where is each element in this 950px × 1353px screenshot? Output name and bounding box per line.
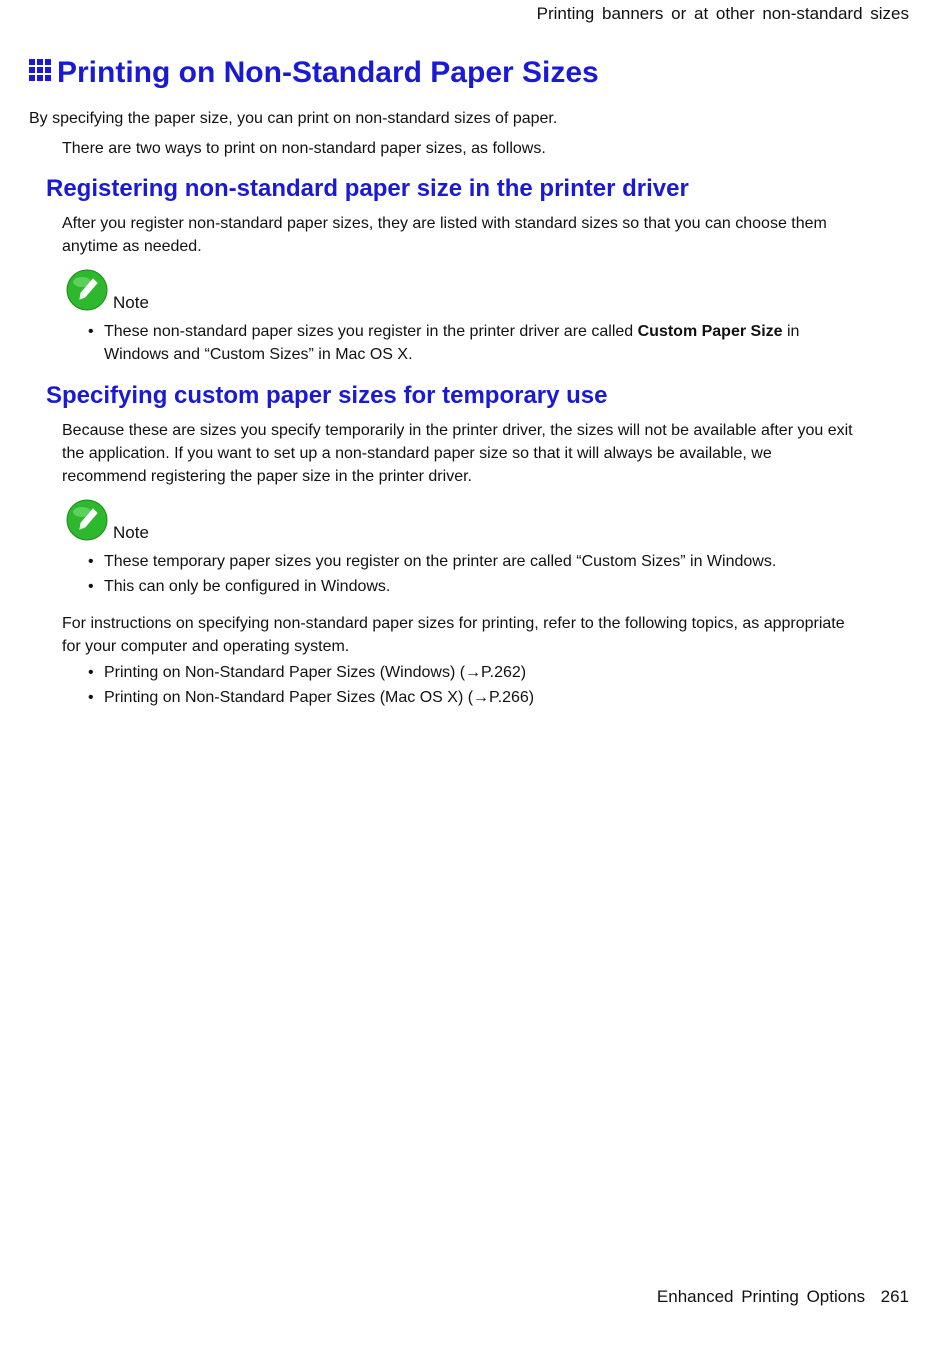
note-label: Note	[113, 523, 149, 542]
note-label: Note	[113, 293, 149, 312]
running-header: Printing banners or at other non-standard sizes	[536, 4, 909, 23]
list-item	[86, 320, 866, 366]
note-box-2	[66, 499, 196, 543]
note-text: in Windows and “Custom Sizes” in Mac OS X.	[104, 323, 800, 363]
page-title-text: Printing on Non-Standard Paper Sizes	[57, 56, 599, 89]
grid-icon	[29, 59, 51, 81]
intro-paragraph: By specifying the paper size, you can print on non-standard sizes of paper.	[29, 110, 558, 127]
running-footer	[657, 1287, 909, 1307]
section-heading-registering: Registering non-standard paper size in the printer driver	[46, 175, 689, 202]
page-number: 261	[880, 1287, 909, 1306]
reference-list	[86, 661, 866, 711]
page-title	[29, 56, 599, 90]
footer-section-name: Enhanced Printing Options	[656, 1287, 866, 1306]
intro-sub-paragraph: There are two ways to print on non-standard paper sizes, as follows.	[62, 140, 546, 157]
pencil-note-icon	[66, 499, 108, 541]
section1-body: After you register non-standard paper sizes, they are listed with standard sizes so that you can choose them anytime as needed.	[62, 215, 827, 255]
section2-body: Because these are sizes you specify temporarily in the printer driver, the sizes will not be available after you exit the application. If you want to set up a non-standard paper size so that it will always be available, we recommend registering the paper size in the printer driver.	[62, 422, 853, 485]
list-item: • This can only be configured in Windows.	[86, 575, 866, 598]
note-box-1	[66, 269, 196, 313]
reference-link-windows[interactable]: • Printing on Non-Standard Paper Sizes (Windows) (→P.262)	[86, 661, 866, 684]
instructions-body: For instructions on specifying non-standard paper sizes for printing, refer to the following topics, as appropriate for your computer and operating system.	[62, 615, 845, 655]
note-list-2	[86, 550, 866, 600]
custom-paper-size-term: Custom Paper Size	[637, 323, 783, 340]
note-list-1	[86, 320, 866, 368]
reference-link-mac[interactable]: • Printing on Non-Standard Paper Sizes (Mac OS X) (→P.266)	[86, 686, 866, 709]
note-text: These non-standard paper sizes you register in the printer driver are called	[104, 323, 638, 340]
list-item: • These temporary paper sizes you register on the printer are called “Custom Sizes” in Windows.	[86, 550, 866, 573]
pencil-note-icon	[66, 269, 108, 311]
section-heading-temporary: Specifying custom paper sizes for temporary use	[46, 382, 608, 409]
